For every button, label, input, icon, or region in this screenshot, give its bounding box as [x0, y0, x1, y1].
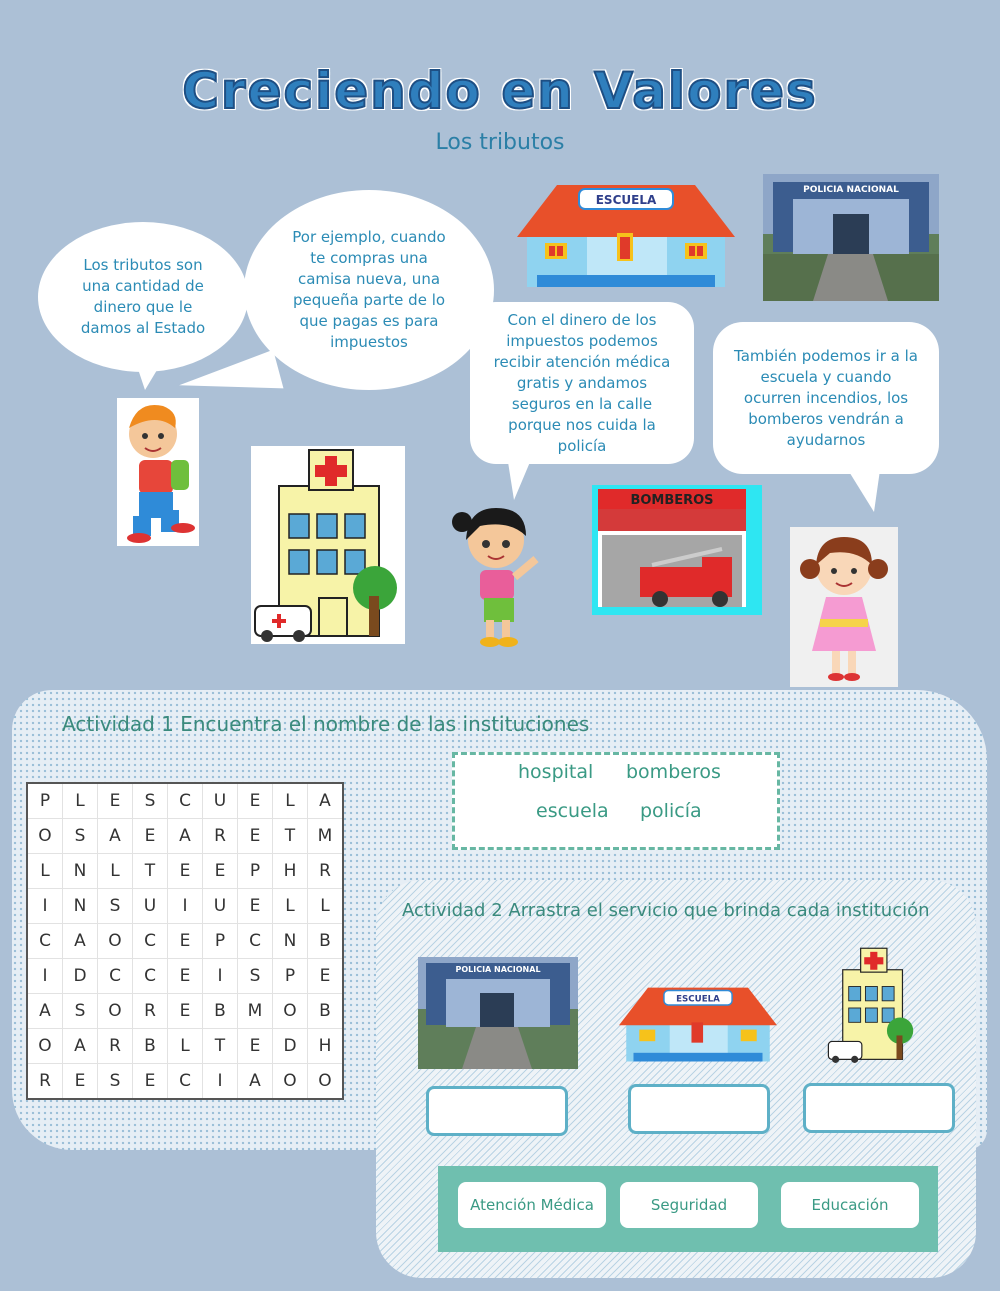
police-station-image-small — [418, 957, 578, 1069]
fire-station-image — [592, 485, 762, 615]
grid-cell[interactable]: E — [133, 1064, 168, 1100]
grid-cell[interactable]: E — [168, 994, 203, 1029]
grid-cell[interactable]: T — [203, 1029, 238, 1064]
speech-bubble-2 — [244, 190, 494, 390]
speech-bubble-4 — [713, 322, 939, 474]
grid-cell[interactable]: E — [238, 819, 273, 854]
grid-cell[interactable]: A — [63, 924, 98, 959]
grid-cell[interactable]: N — [273, 924, 308, 959]
grid-cell[interactable]: U — [203, 783, 238, 819]
grid-cell[interactable]: C — [168, 1064, 203, 1100]
grid-row — [27, 994, 343, 1029]
grid-cell[interactable]: B — [133, 1029, 168, 1064]
grid-cell[interactable]: H — [308, 1029, 344, 1064]
grid-cell[interactable]: S — [133, 783, 168, 819]
grid-cell[interactable]: O — [27, 819, 63, 854]
word-bank-item: policía — [640, 800, 702, 822]
grid-cell[interactable]: A — [308, 783, 344, 819]
grid-row — [27, 819, 343, 854]
grid-cell[interactable]: E — [63, 1064, 98, 1100]
girl-character-image — [450, 500, 554, 650]
school-image-small — [619, 980, 777, 1064]
word-search-grid[interactable] — [26, 782, 344, 1100]
activity-2-title: Actividad 2 Arrastra el servicio que brinda cada institución — [402, 900, 930, 921]
police-sign-small: POLICIA NACIONAL — [455, 965, 541, 974]
speech-bubble-1 — [38, 222, 248, 372]
grid-row — [27, 959, 343, 994]
grid-cell[interactable]: L — [273, 889, 308, 924]
grid-cell[interactable]: E — [168, 924, 203, 959]
drop-zone-hospital[interactable] — [803, 1083, 955, 1133]
drop-zone-police[interactable] — [426, 1086, 568, 1136]
police-station-image — [763, 174, 939, 301]
grid-cell[interactable]: A — [98, 819, 133, 854]
word-bank — [452, 752, 780, 850]
page-subtitle: Los tributos — [435, 130, 565, 155]
option-atencion-medica[interactable] — [458, 1182, 606, 1228]
school-sign-small: ESCUELA — [676, 994, 720, 1005]
grid-cell[interactable]: N — [63, 854, 98, 889]
grid-cell[interactable]: P — [27, 783, 63, 819]
drop-zone-school[interactable] — [628, 1084, 770, 1134]
grid-cell[interactable]: D — [273, 1029, 308, 1064]
grid-cell[interactable]: L — [63, 783, 98, 819]
grid-cell[interactable]: R — [98, 1029, 133, 1064]
hospital-image-small — [826, 944, 918, 1066]
grid-cell[interactable]: R — [27, 1064, 63, 1100]
speech-bubble-1-text: Los tributos son una cantidad de dinero que le damos al Estado — [80, 256, 206, 337]
grid-row — [27, 783, 343, 819]
grid-cell[interactable]: M — [238, 994, 273, 1029]
police-sign: POLICIA NACIONAL — [803, 185, 899, 195]
grid-cell[interactable]: O — [273, 994, 308, 1029]
firehouse-sign: BOMBEROS — [630, 493, 714, 508]
girl-character-image-2 — [790, 527, 898, 687]
activity-1-title: Actividad 1 Encuentra el nombre de las instituciones — [62, 712, 590, 736]
grid-cell[interactable]: L — [308, 889, 344, 924]
grid-cell[interactable]: P — [203, 924, 238, 959]
grid-cell[interactable]: L — [273, 783, 308, 819]
grid-cell[interactable]: C — [27, 924, 63, 959]
option-label: Educación — [811, 1196, 889, 1214]
grid-cell[interactable]: E — [238, 1029, 273, 1064]
grid-cell[interactable]: T — [273, 819, 308, 854]
option-label: Atención Médica — [470, 1196, 594, 1214]
speech-bubble-2-text: Por ejemplo, cuando te compras una camisa nueva, una pequeña parte de lo que pagas es para impuestos — [292, 228, 446, 351]
grid-cell[interactable]: U — [133, 889, 168, 924]
grid-cell[interactable]: I — [27, 889, 63, 924]
grid-cell[interactable]: L — [27, 854, 63, 889]
grid-cell[interactable]: C — [133, 959, 168, 994]
grid-cell[interactable]: C — [238, 924, 273, 959]
grid-cell[interactable]: A — [63, 1029, 98, 1064]
grid-cell[interactable]: N — [63, 889, 98, 924]
grid-cell[interactable]: C — [133, 924, 168, 959]
grid-cell[interactable]: A — [238, 1064, 273, 1100]
grid-cell[interactable]: O — [98, 994, 133, 1029]
grid-cell[interactable]: A — [27, 994, 63, 1029]
grid-cell[interactable]: B — [203, 994, 238, 1029]
grid-cell[interactable]: R — [133, 994, 168, 1029]
grid-cell[interactable]: O — [98, 924, 133, 959]
grid-cell[interactable]: O — [27, 1029, 63, 1064]
grid-cell[interactable]: E — [168, 959, 203, 994]
grid-cell[interactable]: E — [238, 889, 273, 924]
school-image — [517, 175, 735, 290]
grid-cell[interactable]: E — [98, 783, 133, 819]
grid-cell[interactable]: I — [168, 889, 203, 924]
hospital-image — [251, 446, 405, 644]
grid-cell[interactable]: I — [203, 959, 238, 994]
page-title: Creciendo en Valores — [182, 62, 818, 120]
grid-cell[interactable]: E — [133, 819, 168, 854]
grid-cell[interactable]: S — [238, 959, 273, 994]
word-bank-item: bomberos — [626, 761, 721, 783]
grid-cell[interactable]: M — [308, 819, 344, 854]
grid-cell[interactable]: P — [238, 854, 273, 889]
word-bank-item: escuela — [536, 800, 609, 822]
grid-cell[interactable]: S — [63, 994, 98, 1029]
grid-cell[interactable]: E — [168, 854, 203, 889]
grid-cell[interactable]: R — [203, 819, 238, 854]
grid-cell[interactable]: B — [308, 994, 344, 1029]
option-educacion[interactable] — [781, 1182, 919, 1228]
speech-bubble-3-tail — [508, 462, 530, 500]
grid-row — [27, 854, 343, 889]
speech-bubble-1-tail — [135, 360, 163, 390]
grid-cell[interactable]: S — [98, 889, 133, 924]
grid-cell[interactable]: C — [168, 783, 203, 819]
grid-cell[interactable]: O — [273, 1064, 308, 1100]
grid-cell[interactable]: E — [308, 959, 344, 994]
grid-cell[interactable]: I — [27, 959, 63, 994]
grid-cell[interactable]: C — [98, 959, 133, 994]
grid-row — [27, 924, 343, 959]
grid-cell[interactable]: H — [273, 854, 308, 889]
grid-cell[interactable]: L — [98, 854, 133, 889]
grid-cell[interactable]: E — [238, 783, 273, 819]
grid-cell[interactable]: T — [133, 854, 168, 889]
speech-bubble-4-tail — [848, 470, 880, 512]
grid-cell[interactable]: R — [308, 854, 344, 889]
grid-cell[interactable]: I — [203, 1064, 238, 1100]
grid-cell[interactable]: A — [168, 819, 203, 854]
boy-character-image — [117, 398, 199, 546]
grid-cell[interactable]: S — [63, 819, 98, 854]
grid-cell[interactable]: O — [308, 1064, 344, 1100]
speech-bubble-3-text: Con el dinero de los impuestos podemos recibir atención médica gratis y andamos seguros en la calle porque nos cuida la policía — [493, 310, 671, 455]
grid-cell[interactable]: L — [168, 1029, 203, 1064]
school-sign: ESCUELA — [595, 193, 657, 207]
word-bank-item: hospital — [518, 761, 594, 783]
grid-cell[interactable]: D — [63, 959, 98, 994]
grid-cell[interactable]: E — [203, 854, 238, 889]
speech-bubble-3 — [470, 302, 694, 464]
grid-cell[interactable]: S — [98, 1064, 133, 1100]
option-seguridad[interactable] — [620, 1182, 758, 1228]
option-label: Seguridad — [650, 1196, 728, 1214]
grid-cell[interactable]: B — [308, 924, 344, 959]
grid-row — [27, 1064, 343, 1100]
speech-bubble-4-text: También podemos ir a la escuela y cuando ocurren incendios, los bomberos vendrán a ayudarnos — [734, 346, 918, 449]
grid-row — [27, 1029, 343, 1064]
grid-row — [27, 889, 343, 924]
grid-cell[interactable]: U — [203, 889, 238, 924]
grid-cell[interactable]: P — [273, 959, 308, 994]
